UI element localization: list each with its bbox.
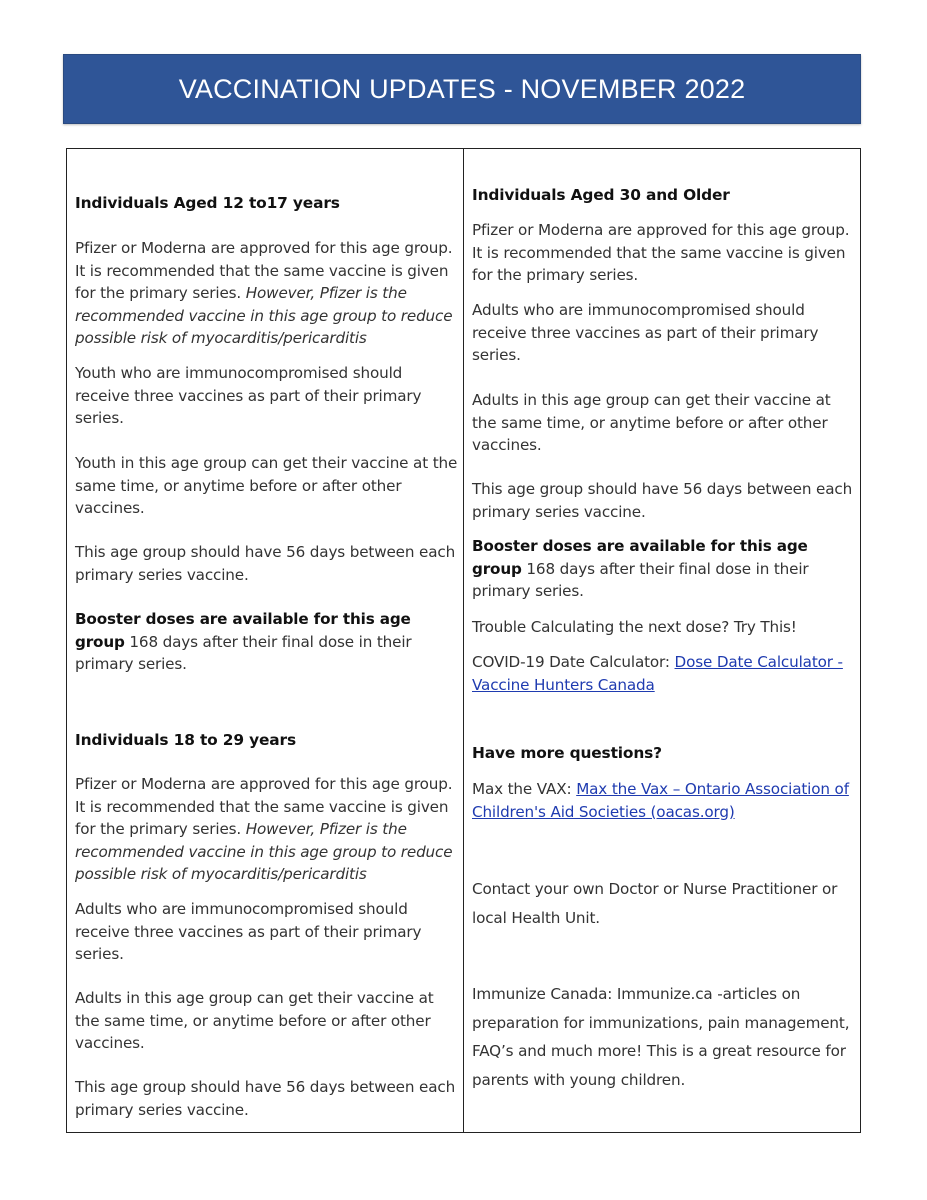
paragraph-booster-12-17 — [75, 608, 459, 676]
paragraph-booster-30-plus — [472, 535, 856, 603]
booster-detail-text: 168 days after their final dose in their primary series. — [472, 559, 809, 601]
booster-bold-text: Booster doses are available for this age group — [75, 610, 411, 651]
max-the-vax-link[interactable]: Max the Vax – Ontario Association of Children's Aid Societies (oacas.org) — [472, 780, 849, 821]
section-heading-18-29: Individuals 18 to 29 years — [75, 731, 296, 749]
max-the-vax-label: Max the VAX: — [472, 780, 577, 798]
immunize-canada-text: Immunize Canada: Immunize.ca -articles on preparation for immunizations, pain management, FAQ’s and much more! This is a great resource for parents with young children. — [472, 985, 850, 1089]
paragraph-immunocompromised-30-plus: Adults who are immunocompromised should receive three vaccines as part of their primary series. — [472, 301, 819, 365]
section-heading-30-plus: Individuals Aged 30 and Older — [472, 186, 730, 204]
paragraph-timing-30-plus: Adults in this age group can get their vaccine at the same time, or anytime before or after other vaccines. — [472, 391, 831, 455]
approval-text: Pfizer or Moderna are approved for this age group. It is recommended that the same vaccine is given for the primary series. — [75, 239, 453, 303]
content-table — [66, 148, 861, 1133]
contact-doctor-text: Contact your own Doctor or Nurse Practitioner or local Health Unit. — [472, 880, 838, 927]
paragraph-timing-12-17: Youth in this age group can get their vaccine at the same time, or anytime before or after other vaccines. — [75, 454, 458, 518]
date-calculator-label: COVID-19 Date Calculator: — [472, 653, 675, 671]
title-banner — [63, 54, 861, 124]
trouble-calculating-text: Trouble Calculating the next dose? Try This! — [472, 618, 797, 636]
booster-detail-text: 168 days after their final dose in their primary series. — [75, 632, 412, 674]
booster-bold-text: Booster doses are available for this age group — [472, 537, 808, 578]
paragraph-interval-18-29: This age group should have 56 days between each primary series vaccine. — [75, 1078, 456, 1119]
paragraph-immunocompromised-12-17: Youth who are immunocompromised should receive three vaccines as part of their primary series. — [75, 364, 422, 428]
paragraph-timing-18-29: Adults in this age group can get their vaccine at the same time, or anytime before or after other vaccines. — [75, 989, 434, 1053]
paragraph-approval-12-17 — [75, 237, 459, 350]
approval-text: Pfizer or Moderna are approved for this age group. It is recommended that the same vaccine is given for the primary series. — [75, 775, 453, 839]
page-title: VACCINATION UPDATES - NOVEMBER 2022 — [178, 73, 746, 104]
paragraph-immunocompromised-18-29: Adults who are immunocompromised should receive three vaccines as part of their primary series. — [75, 900, 422, 964]
paragraph-approval-30-plus: Pfizer or Moderna are approved for this age group. It is recommended that the same vaccine is given for the primary series. — [472, 221, 850, 285]
paragraph-interval-12-17: This age group should have 56 days between each primary series vaccine. — [75, 543, 456, 584]
pfizer-recommendation-text: However, Pfizer is the recommended vaccine in this age group to reduce possible risk of myocarditis/pericarditis — [75, 820, 453, 884]
pfizer-recommendation-text: However, Pfizer is the recommended vaccine in this age group to reduce possible risk of myocarditis/pericarditis — [75, 284, 453, 348]
max-the-vax-line — [472, 778, 856, 823]
paragraph-approval-18-29 — [75, 773, 459, 886]
dose-date-calculator-link[interactable]: Dose Date Calculator - Vaccine Hunters Canada — [472, 653, 843, 694]
section-heading-12-17: Individuals Aged 12 to17 years — [75, 194, 340, 212]
section-heading-questions: Have more questions? — [472, 744, 662, 762]
column-divider — [463, 149, 464, 1132]
date-calculator-line — [472, 651, 856, 696]
paragraph-interval-30-plus: This age group should have 56 days between each primary series vaccine. — [472, 480, 853, 521]
